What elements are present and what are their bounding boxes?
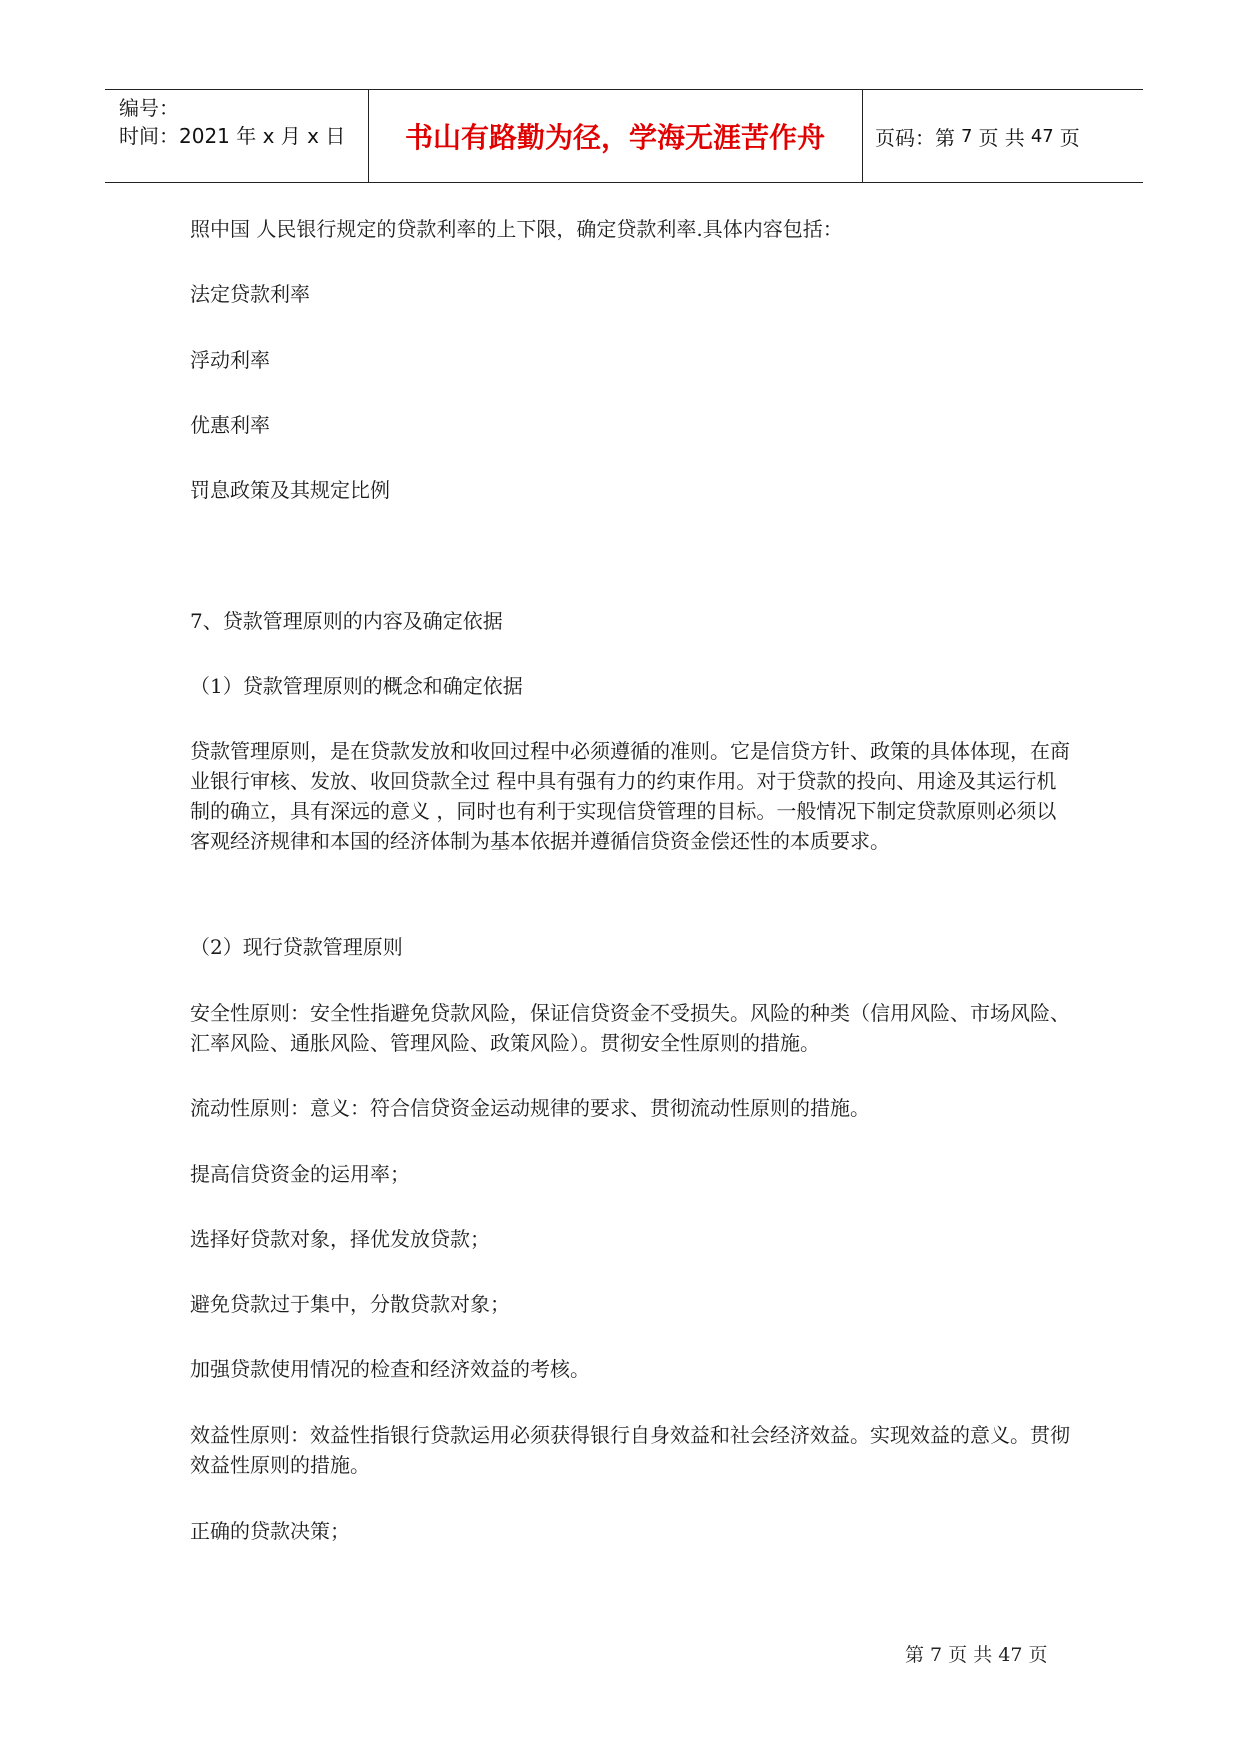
- list-item-diversify: 避免贷款过于集中，分散贷款对象；: [190, 1292, 510, 1316]
- paragraph-principles: 贷款管理原则，是在贷款发放和收回过程中必须遵循的准则。它是信贷方针、政策的具体体现，在商业银行审核、发放、收回贷款全过 程中具有强有力的约束作用。对于贷款的投向、用途及其运行机制的确立，具有深远的意义 ，同时也有利于实现信贷管理的目标。一般情况下制定贷款原则必须以客观经济规律和本国的经济体制为基本依据并遵循信贷资金偿还性的本质要求。: [190, 739, 1070, 853]
- list-item-penalty-policy: 罚息政策及其规定比例: [190, 478, 390, 502]
- header-page-prefix: 页码：第: [875, 125, 955, 150]
- header-page-suffix: 页: [1059, 125, 1080, 150]
- page-footer: 第 7 页 共 47 页: [905, 1644, 1048, 1666]
- paragraph-liquidity: 流动性原则：意义：符合信贷资金运动规律的要求、贯彻流动性原则的措施。: [190, 1096, 870, 1120]
- list-item-statutory-rate: 法定贷款利率: [190, 282, 310, 306]
- header-page-mid: 页 共: [978, 125, 1025, 150]
- paragraph-safety: 安全性原则：安全性指避免贷款风险，保证信贷资金不受损失。风险的种类（信用风险、市场风险、汇率风险、通胀风险、管理风险、政策风险）。贯彻安全性原则的措施。: [190, 1001, 1070, 1055]
- subsection-heading-2: （2）现行贷款管理原则: [190, 935, 403, 959]
- list-item-utilization: 提高信贷资金的运用率；: [190, 1162, 410, 1186]
- header-page-total: 47: [1030, 125, 1054, 147]
- header-page-current: 7: [961, 125, 973, 147]
- header-number-label: 编号：: [119, 96, 179, 120]
- list-item-inspection: 加强贷款使用情况的检查和经济效益的考核。: [190, 1357, 590, 1381]
- paragraph-efficiency: 效益性原则：效益性指银行贷款运用必须获得银行自身效益和社会经济效益。实现效益的意义。贯彻效益性原则的措施。: [190, 1423, 1070, 1477]
- section-heading-7: 7、贷款管理原则的内容及确定依据: [190, 609, 503, 633]
- list-item-select-borrowers: 选择好贷款对象，择优发放贷款；: [190, 1227, 490, 1251]
- paragraph-intro: 照中国 人民银行规定的贷款利率的上下限，确定贷款利率.具体内容包括：: [190, 217, 843, 241]
- page-header: [105, 89, 1143, 183]
- list-item-floating-rate: 浮动利率: [190, 348, 270, 372]
- header-motto: 书山有路勤为径，学海无涯苦作舟: [404, 121, 825, 154]
- header-time-label: 时间：2021 年 x 月 x 日: [119, 124, 346, 148]
- header-divider-right: [862, 90, 863, 182]
- header-page-info: [875, 90, 1080, 182]
- subsection-heading-1: （1）贷款管理原则的概念和确定依据: [190, 674, 523, 698]
- list-item-preferential-rate: 优惠利率: [190, 413, 270, 437]
- list-item-correct-decision: 正确的贷款决策；: [190, 1519, 350, 1543]
- header-meta: [119, 94, 345, 150]
